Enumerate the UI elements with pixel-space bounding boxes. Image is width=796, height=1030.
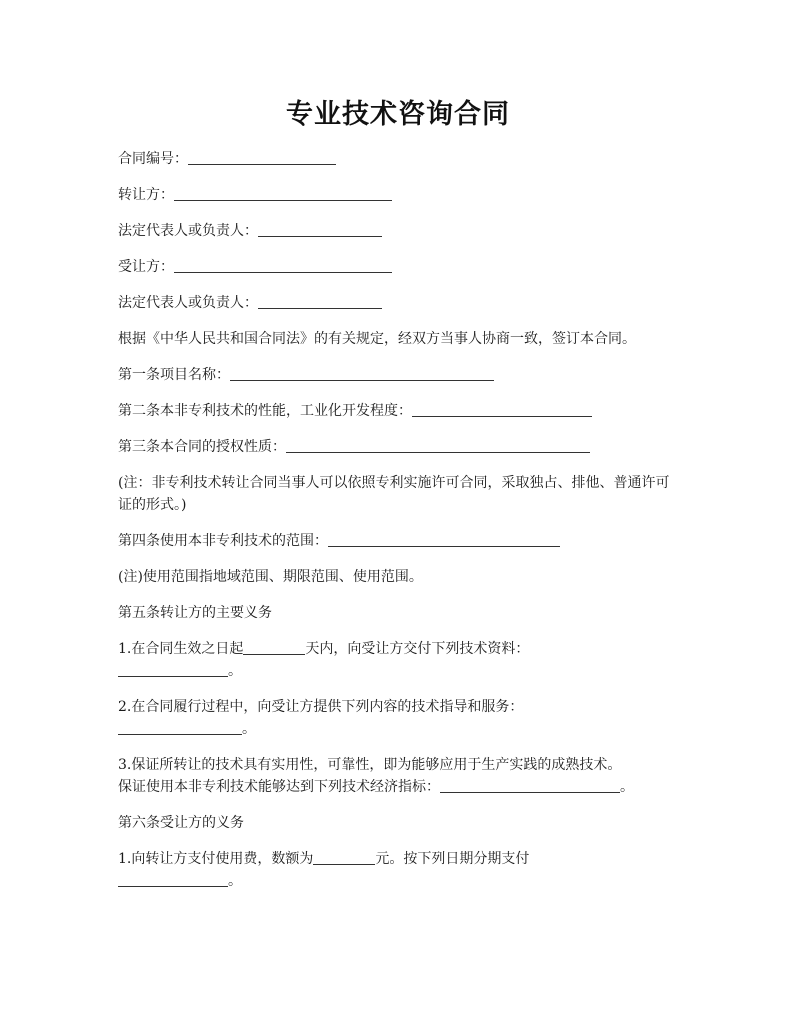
article-3-label: 第三条本合同的授权性质： [118,439,286,455]
article-5-heading: 第五条转让方的主要义务 [118,605,272,621]
article-4-blank [328,532,560,547]
legal-rep-line-1 [118,220,678,242]
article-5-item-1-period: 。 [228,663,242,679]
legal-rep-label-2: 法定代表人或负责人： [118,295,258,311]
transferee-label: 受让方： [118,259,174,275]
article-5-item-2-text: 2.在合同履行过程中，向受让方提供下列内容的技术指导和服务： [118,699,524,715]
article-6-item-1-period: 。 [228,873,242,889]
article-5-item-2-period: 。 [242,721,256,737]
transferor-line [118,184,678,206]
transferor-label: 转让方： [118,187,174,203]
note-1-paragraph: (注：非专利技术转让合同当事人可以依照专利实施许可合同，采取独占、排他、普通许可证的形式。) [118,475,670,513]
article-6-item-1-text-b: 元。按下列日期分期支付 [375,851,530,867]
article-5-item-2 [118,696,678,740]
article-5-item-3-period: 。 [620,779,634,795]
legal-rep-blank-2 [258,294,382,309]
article-6-item-1-text-a: 1.向转让方支付使用费，数额为 [118,851,314,867]
article-6-heading: 第六条受让方的义务 [118,815,244,831]
legal-rep-label-1: 法定代表人或负责人： [118,223,258,239]
article-3-blank [286,438,590,453]
article-2-label: 第二条本非专利技术的性能，工业化开发程度： [118,403,412,419]
article-5-item-3-text-a: 3.保证所转让的技术具有实用性，可靠性，即为能够应用于生产实践的成熟技术。 [118,757,622,773]
article-5-item-1-materials-blank [118,662,228,677]
article-6-item-1-amount-blank [313,850,375,865]
article-4-line [118,530,678,552]
contract-number-blank [188,150,336,165]
article-5-item-2-blank [118,720,242,735]
article-2-blank [412,402,592,417]
article-6-item-1 [118,848,678,892]
transferee-blank [174,258,392,273]
legal-rep-blank-1 [258,222,382,237]
transferee-line [118,256,678,278]
article-3-line [118,436,678,458]
page-title: 专业技术咨询合同 [286,99,510,130]
contract-body [118,148,678,906]
article-4-label: 第四条使用本非专利技术的范围： [118,533,328,549]
article-1-blank [230,366,494,381]
intro-paragraph: 根据《中华人民共和国合同法》的有关规定，经双方当事人协商一致，签订本合同。 [118,331,636,347]
article-6-item-1-schedule-blank [118,872,228,887]
article-5-item-1-days-blank [243,640,305,655]
article-5-item-1 [118,638,678,682]
note-2-paragraph: (注)使用范围指地域范围、期限范围、使用范围。 [118,569,423,585]
article-1-label: 第一条项目名称： [118,367,230,383]
article-5-item-3 [118,754,678,798]
article-5-item-3-blank [440,778,620,793]
contract-number-label: 合同编号： [118,151,188,167]
contract-number-line [118,148,678,170]
article-5-item-1-text-a: 1.在合同生效之日起 [118,641,244,657]
article-5-item-3-text-b: 保证使用本非专利技术能够达到下列技术经济指标： [118,779,440,795]
article-1-line [118,364,678,386]
transferor-blank [174,186,392,201]
legal-rep-line-2 [118,292,678,314]
article-2-line [118,400,678,422]
article-5-item-1-text-b: 天内，向受让方交付下列技术资料： [305,641,530,657]
